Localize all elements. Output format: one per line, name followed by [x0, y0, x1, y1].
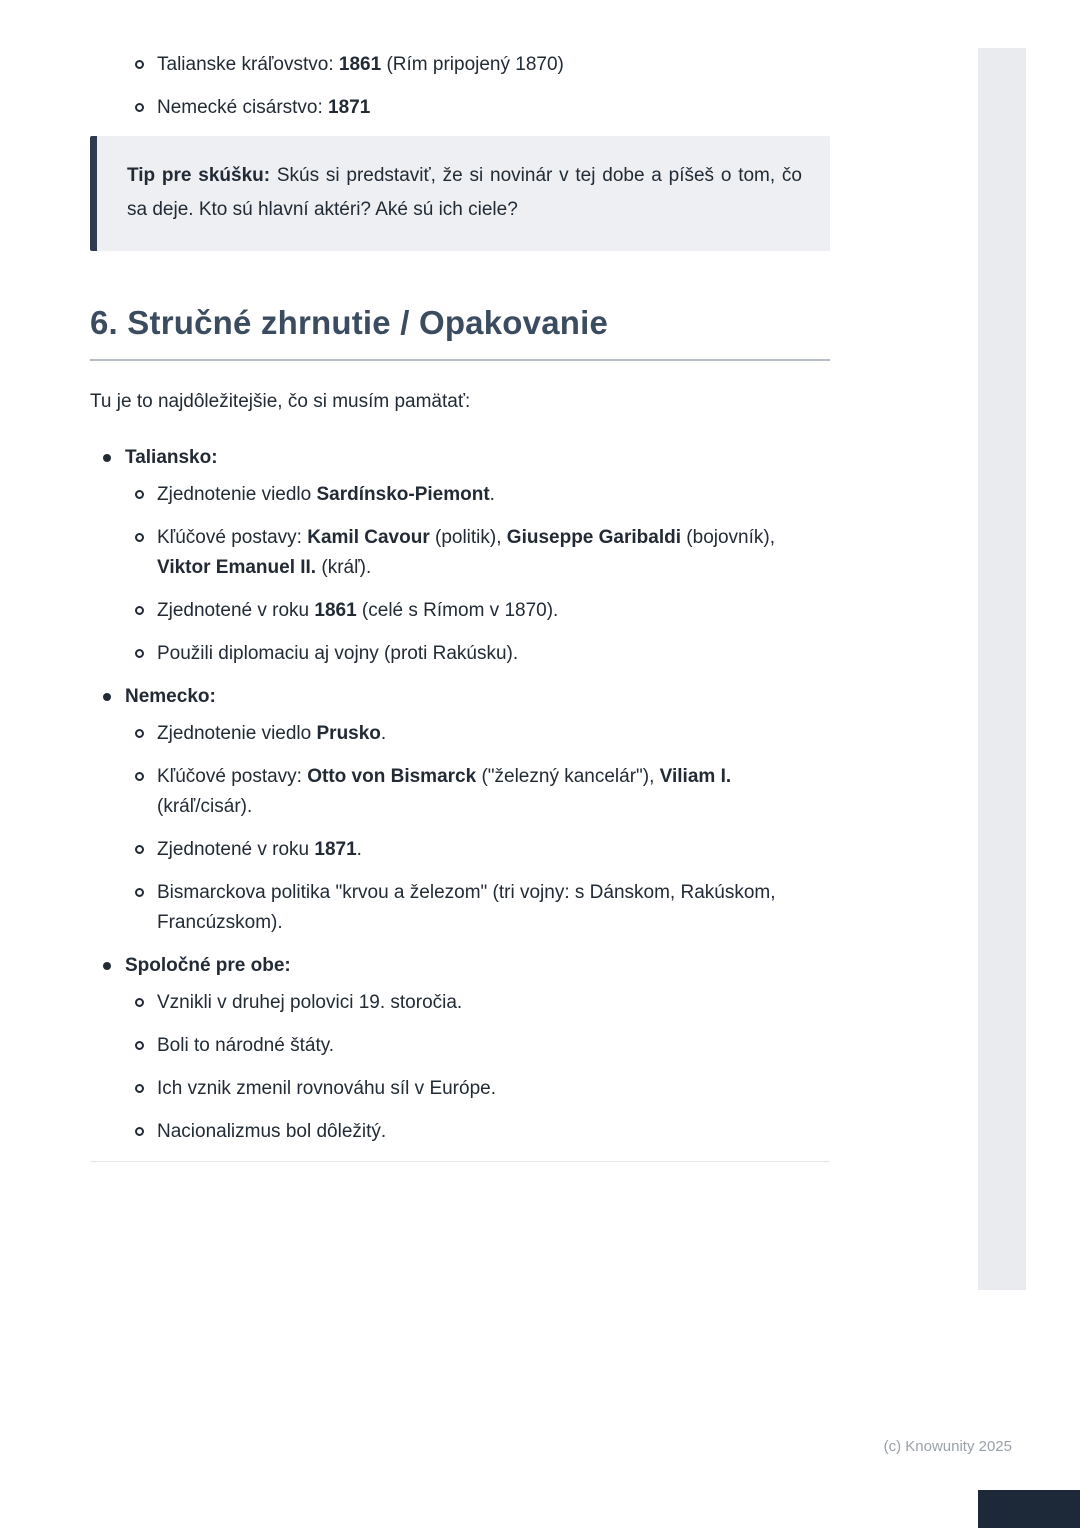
summary-list — [90, 443, 830, 1147]
list-item — [90, 835, 830, 865]
bold-text: 1871 — [314, 839, 357, 860]
summary-group — [90, 951, 830, 1147]
list-item-text — [157, 1117, 386, 1147]
circle-bullet-icon — [135, 649, 144, 658]
bold-text: Viktor Emanuel II. — [157, 557, 317, 578]
footer-copyright: (c) Knowunity 2025 — [883, 1438, 1012, 1455]
text: Nemecké cisárstvo: — [157, 97, 329, 118]
list-item-text — [157, 988, 462, 1018]
text: Nacionalizmus bol dôležitý. — [157, 1121, 387, 1142]
text: Kľúčové postavy: — [157, 527, 308, 548]
text: Zjednotené v roku — [157, 600, 315, 621]
list-item-text — [157, 719, 386, 749]
text: Kľúčové postavy: — [157, 766, 308, 787]
circle-bullet-icon — [135, 1084, 144, 1093]
list-item-text — [157, 1074, 496, 1104]
group-items — [90, 480, 830, 669]
group-label: Spoločné pre obe: — [125, 955, 291, 976]
list-item-text — [157, 596, 558, 626]
list-item — [90, 988, 830, 1018]
text: . — [489, 484, 495, 505]
list-item-text — [157, 1031, 334, 1061]
summary-group — [90, 682, 830, 938]
bold-text: Tip pre skúšku: — [127, 165, 271, 186]
section-intro: Tu je to najdôležitejšie, čo si musím pamätať: — [90, 391, 471, 412]
group-label: Nemecko: — [125, 686, 216, 707]
circle-bullet-icon — [135, 1127, 144, 1136]
list-item — [90, 596, 830, 626]
group-items — [90, 719, 830, 938]
bottom-right-accent — [978, 1490, 1080, 1528]
text: (kráľ/cisár). — [157, 796, 253, 817]
group-items — [90, 988, 830, 1147]
bold-text: 1861 — [314, 600, 357, 621]
circle-bullet-icon — [135, 888, 144, 897]
bold-text: Giuseppe Garibaldi — [506, 527, 682, 548]
list-item-text — [157, 480, 495, 510]
tip-text — [127, 159, 802, 227]
list-item-text — [157, 762, 797, 822]
list-item — [90, 719, 830, 749]
text: Skús si predstaviť, že si novinár v tej dobe a píšeš o tom, čo sa deje. Kto sú hlavní aktéri? Aké sú ich ciele? — [127, 165, 802, 220]
list-item — [90, 50, 830, 80]
circle-bullet-icon — [135, 490, 144, 499]
list-item — [90, 93, 830, 123]
text: Ich vznik zmenil rovnováhu síl v Európe. — [157, 1078, 496, 1099]
circle-bullet-icon — [135, 533, 144, 542]
text: Použili diplomaciu aj vojny (proti Rakúsku). — [157, 643, 519, 664]
text: ("železný kancelár"), — [476, 766, 660, 787]
group-heading — [90, 443, 830, 473]
bold-text: 1871 — [328, 97, 371, 118]
disc-bullet-icon — [103, 962, 111, 970]
list-item-text — [157, 639, 518, 669]
bold-text: Kamil Cavour — [307, 527, 430, 548]
circle-bullet-icon — [135, 60, 144, 69]
text: (politik), — [429, 527, 507, 548]
list-item — [90, 1117, 830, 1147]
text: Zjednotenie viedlo — [157, 723, 317, 744]
text: (celé s Rímom v 1870). — [356, 600, 559, 621]
bold-text: Otto von Bismarck — [307, 766, 477, 787]
text: (kráľ). — [316, 557, 372, 578]
content-column — [90, 48, 830, 1162]
list-item — [90, 1031, 830, 1061]
list-item-text — [157, 50, 564, 80]
tip-box — [90, 136, 830, 251]
disc-bullet-icon — [103, 454, 111, 462]
list-item — [90, 1074, 830, 1104]
intro-list — [90, 50, 830, 123]
text: Zjednotené v roku — [157, 839, 315, 860]
bold-text: Viliam I. — [659, 766, 732, 787]
list-item-text — [157, 878, 797, 938]
list-item — [90, 762, 830, 822]
circle-bullet-icon — [135, 103, 144, 112]
circle-bullet-icon — [135, 606, 144, 615]
circle-bullet-icon — [135, 845, 144, 854]
circle-bullet-icon — [135, 772, 144, 781]
circle-bullet-icon — [135, 1041, 144, 1050]
text: Vznikli v druhej polovici 19. storočia. — [157, 992, 463, 1013]
bottom-divider — [90, 1161, 830, 1162]
bold-text: Prusko — [316, 723, 381, 744]
list-item — [90, 639, 830, 669]
list-item — [90, 878, 830, 938]
bold-text: Sardínsko-Piemont — [316, 484, 490, 505]
summary-group — [90, 443, 830, 669]
list-item-text — [157, 523, 797, 583]
text: Bismarckova politika "krvou a železom" (tri vojny: s Dánskom, Rakúskom, Francúzskom). — [157, 882, 776, 933]
group-heading — [90, 682, 830, 712]
text: Talianske kráľovstvo: — [157, 54, 339, 75]
text: Zjednotenie viedlo — [157, 484, 317, 505]
disc-bullet-icon — [103, 693, 111, 701]
list-item-text — [157, 93, 370, 123]
circle-bullet-icon — [135, 729, 144, 738]
section-title: 6. Stručné zhrnutie / Opakovanie — [90, 304, 609, 341]
text: . — [356, 839, 362, 860]
list-item-text — [157, 835, 362, 865]
title-divider — [90, 359, 830, 361]
scrollbar-track[interactable] — [978, 48, 1026, 1290]
bold-text: 1861 — [338, 54, 382, 75]
circle-bullet-icon — [135, 998, 144, 1007]
list-item — [90, 523, 830, 583]
text: . — [380, 723, 387, 744]
group-heading — [90, 951, 830, 981]
text: Boli to národné štáty. — [157, 1035, 335, 1056]
text: (Rím pripojený 1870) — [381, 54, 564, 75]
group-label: Taliansko: — [125, 447, 218, 468]
list-item — [90, 480, 830, 510]
text: (bojovník), — [681, 527, 775, 548]
